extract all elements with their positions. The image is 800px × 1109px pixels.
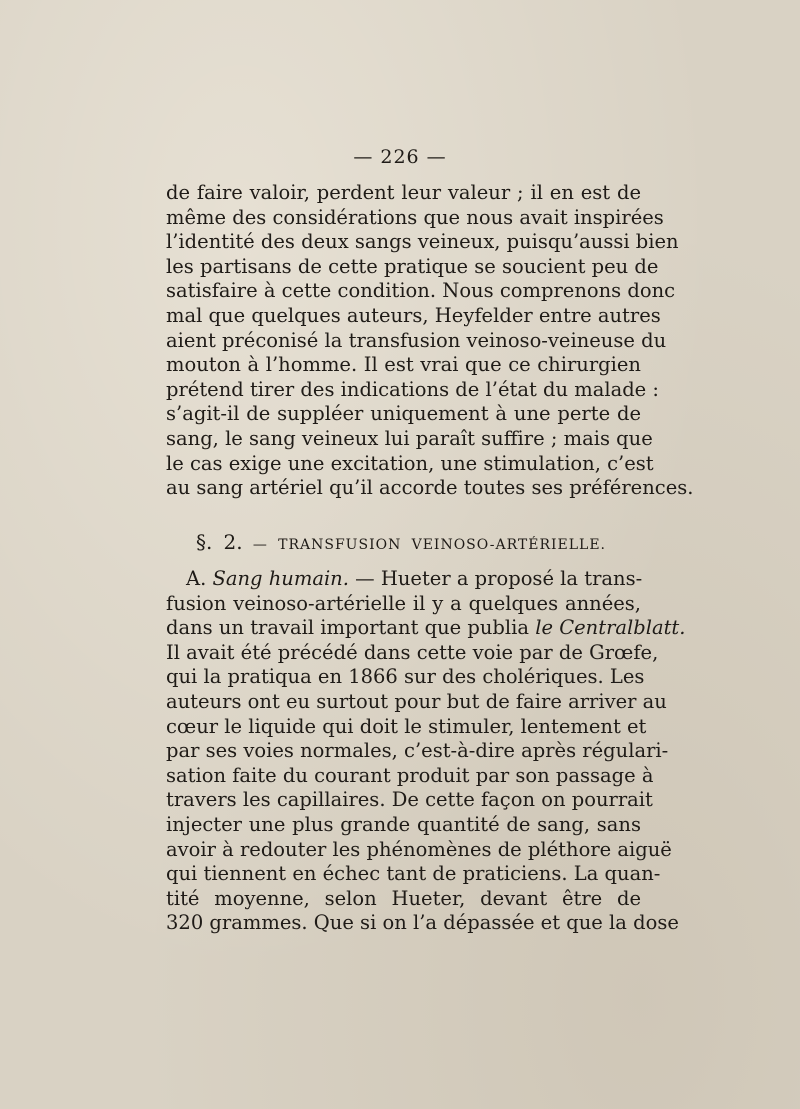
text-line: travers les capillaires. De cette façon on pourrait [166, 788, 653, 812]
subsection-title: Sang humain. [212, 567, 349, 590]
text-line: qui tiennent en échec tant de praticiens. La quan- [166, 862, 661, 886]
text-line: de faire valoir, perdent leur valeur ; il en est de [166, 181, 641, 204]
text-line: aient préconisé la transfusion veinoso-veineuse du [166, 328, 667, 352]
text-line: tité moyenne, selon Hueter, devant être de [166, 886, 641, 910]
text-span: — Hueter a proposé la trans- [355, 567, 643, 590]
text-line: par ses voies normales, c’est-à-dire après régulari- [166, 739, 669, 763]
section-title: TRANSFUSION VEINOSO-ARTÉRIELLE. [278, 537, 607, 553]
text-line: l’identité des deux sangs veineux, puisqu’aussi bien [166, 230, 679, 254]
text-line: mouton à l’homme. Il est vrai que ce chirurgien [166, 353, 641, 377]
text-line: qui la pratiqua en 1866 sur des cholériques. Les [166, 665, 645, 689]
text-line: sang, le sang veineux lui paraît suffire ; mais que [166, 426, 653, 450]
text-line: auteurs ont eu surtout pour but de faire arriver au [166, 689, 667, 713]
text-line: le cas exige une excitation, une stimulation, c’est [166, 451, 654, 475]
text-line: au sang artériel qu’il accorde toutes ses préférences. [166, 476, 694, 500]
paragraph-1 [166, 181, 694, 501]
text-line: Il avait été précédé dans cette voie par de Grœfe, [166, 640, 659, 664]
text-line: satisfaire à cette condition. Nous comprenons donc [166, 279, 676, 303]
text-line [166, 616, 686, 641]
text-line: prétend tirer des indications de l’état du malade : [166, 377, 659, 401]
text-line: 320 grammes. Que si on l’a dépassée et que la dose [166, 911, 679, 935]
text-line: les partisans de cette pratique se soucient peu de [166, 254, 659, 278]
journal-title: le Centralblatt. [535, 616, 686, 640]
text-line: injecter une plus grande quantité de sang, sans [166, 812, 641, 836]
paragraph-2 [166, 567, 686, 936]
subsection-label: A. [186, 567, 207, 590]
page-number: — 226 — [353, 146, 447, 168]
text-line: mal que quelques auteurs, Heyfelder entre autres [166, 303, 661, 327]
text-line: s’agit-il de suppléer uniquement à une perte de [166, 402, 641, 426]
section-number: §. 2. [196, 530, 243, 554]
text-line: avoir à redouter les phénomènes de pléthore aiguë [166, 837, 672, 861]
text-line: sation faite du courant produit par son passage à [166, 763, 654, 787]
text-span: dans un travail important que publia [166, 616, 530, 640]
text-line: fusion veinoso-artérielle il y a quelques années, [166, 591, 641, 615]
text-line [166, 567, 641, 592]
text-line: même des considérations que nous avait inspirées [166, 205, 664, 229]
text-line: cœur le liquide qui doit le stimuler, lentement et [166, 714, 647, 738]
heading-dash: — [252, 537, 268, 553]
section-heading [196, 530, 606, 554]
